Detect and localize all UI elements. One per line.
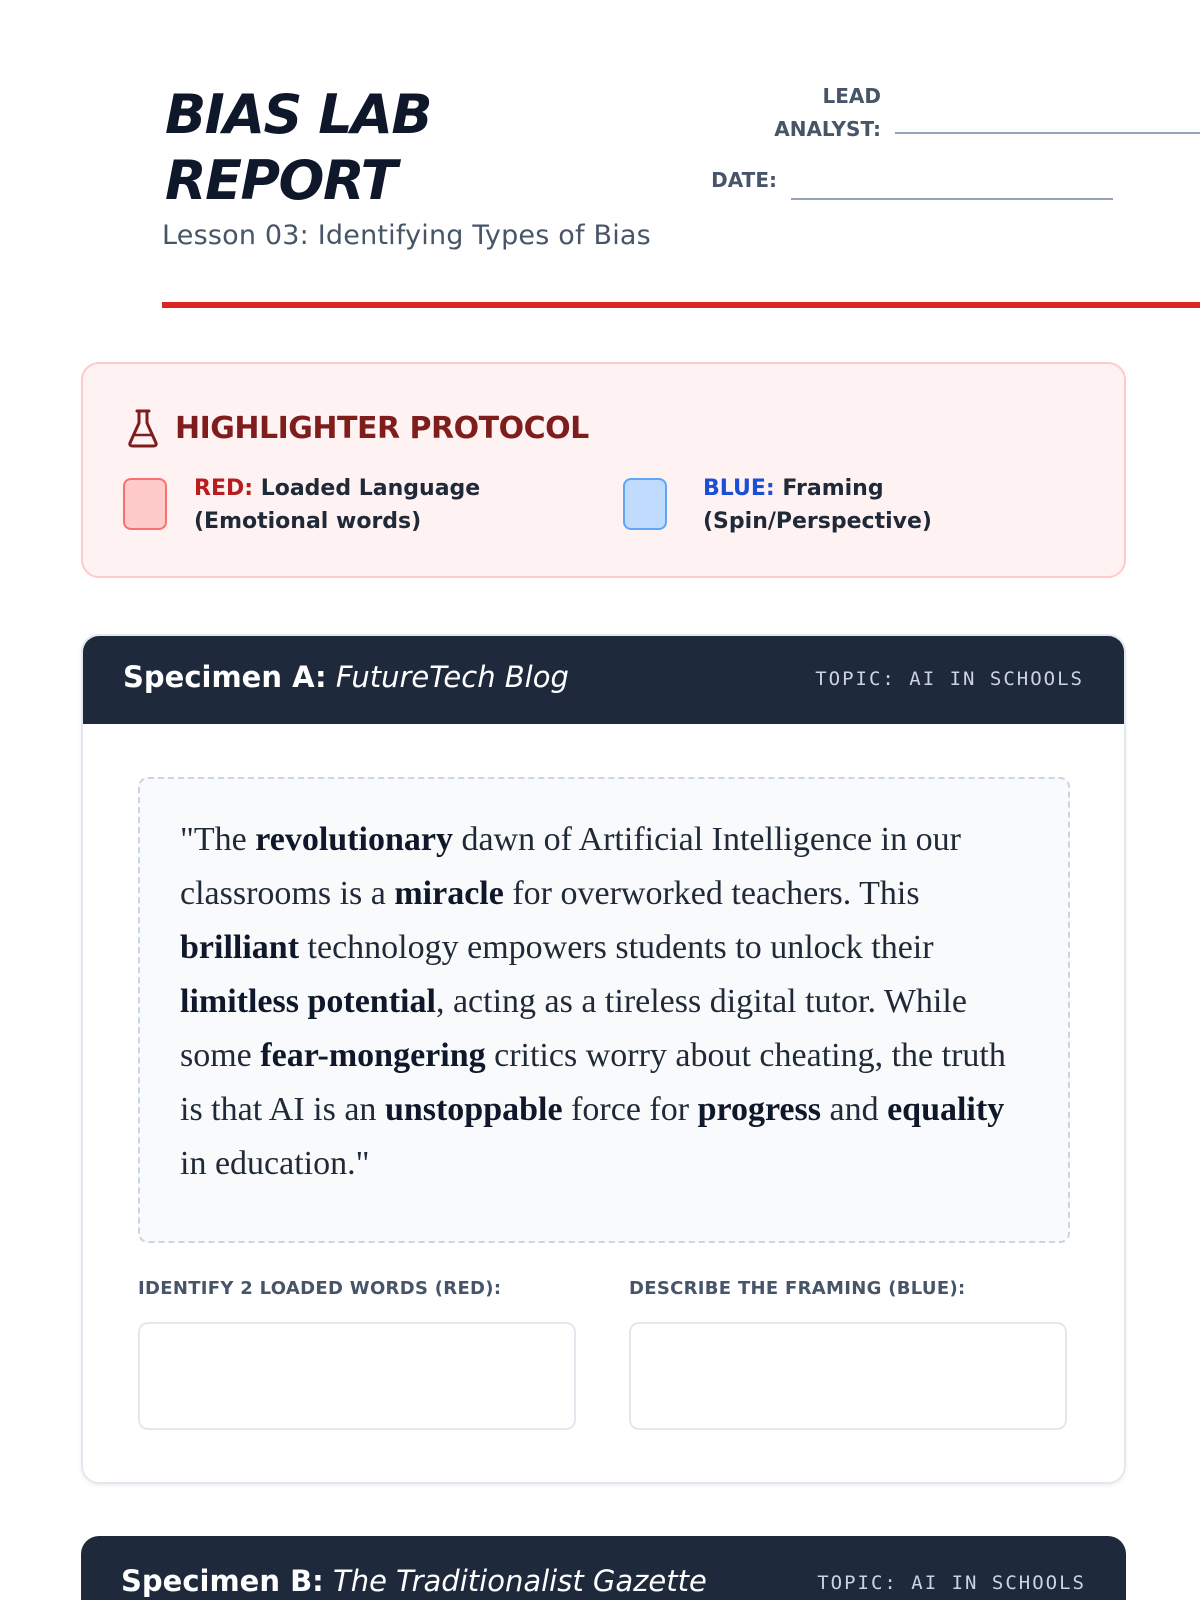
loaded-word: unstoppable: [384, 1091, 563, 1128]
red-highlighter-swatch: [123, 478, 167, 530]
legend-red: [194, 472, 514, 538]
framing-answer-box[interactable]: [629, 1322, 1067, 1430]
date-field[interactable]: [791, 198, 1113, 200]
header-divider: [162, 302, 1200, 308]
legend-red-key: RED:: [194, 476, 254, 501]
quote-text: in education.": [180, 1145, 370, 1182]
quote-text: for overworked teachers. This: [503, 875, 920, 912]
framing-prompt: DESCRIBE THE FRAMING (BLUE):: [629, 1278, 966, 1299]
loaded-word: limitless potential: [180, 983, 436, 1020]
specimen-b-source: The Traditionalist Gazette: [333, 1564, 707, 1598]
date-label: DATE:: [711, 168, 777, 192]
quote-text: dawn of Artificial Intelligence in our classrooms is a: [180, 821, 961, 912]
loaded-words-prompt: IDENTIFY 2 LOADED WORDS (RED):: [138, 1278, 502, 1299]
quote-text: , acting as a tireless digital tutor. While some: [180, 983, 967, 1074]
specimen-b-card: [81, 1536, 1126, 1600]
specimen-a-quote: [138, 777, 1070, 1243]
lead-analyst-field[interactable]: [895, 132, 1200, 134]
report-header: [81, 0, 1119, 308]
specimen-a-label: Specimen A:: [123, 660, 327, 694]
blue-highlighter-swatch: [623, 478, 667, 530]
quote-text: force for: [562, 1091, 698, 1128]
protocol-heading: [125, 408, 589, 448]
quote-text: critics worry about cheating, the truth is that AI is an: [180, 1037, 1006, 1128]
loaded-word: brilliant: [180, 929, 300, 966]
specimen-a-topic: TOPIC: AI IN SCHOOLS: [815, 668, 1084, 690]
lead-analyst-label: LEAD ANALYST:: [774, 84, 881, 141]
legend-red-text: Loaded Language (Emotional words): [194, 476, 481, 534]
flask-icon: [125, 408, 161, 448]
loaded-word: equality: [887, 1091, 1005, 1128]
specimen-a-card: [81, 634, 1126, 1484]
loaded-word: miracle: [394, 875, 504, 912]
loaded-word: revolutionary: [255, 821, 453, 858]
loaded-word: fear-mongering: [260, 1037, 486, 1074]
specimen-a-source: FutureTech Blog: [335, 660, 569, 694]
page-title: BIAS LAB REPORT: [165, 83, 432, 212]
legend-blue-text: Framing (Spin/Perspective): [703, 476, 932, 534]
specimen-a-header: [83, 636, 1124, 724]
quote-text: technology empowers students to unlock their: [299, 929, 934, 966]
legend-blue-key: BLUE:: [703, 476, 775, 501]
legend-blue: [703, 472, 1023, 538]
specimen-b-title: [121, 1564, 707, 1598]
lesson-subtitle: Lesson 03: Identifying Types of Bias: [162, 220, 651, 251]
quote-text: and: [820, 1091, 888, 1128]
loaded-words-answer-box[interactable]: [138, 1322, 576, 1430]
specimen-b-label: Specimen B:: [121, 1564, 324, 1598]
loaded-word: progress: [697, 1091, 821, 1128]
specimen-a-title: [123, 660, 569, 694]
specimen-b-topic: TOPIC: AI IN SCHOOLS: [817, 1572, 1086, 1594]
highlighter-protocol-box: [81, 362, 1126, 578]
quote-text: "The: [180, 821, 256, 858]
protocol-title: HIGHLIGHTER PROTOCOL: [175, 410, 589, 446]
